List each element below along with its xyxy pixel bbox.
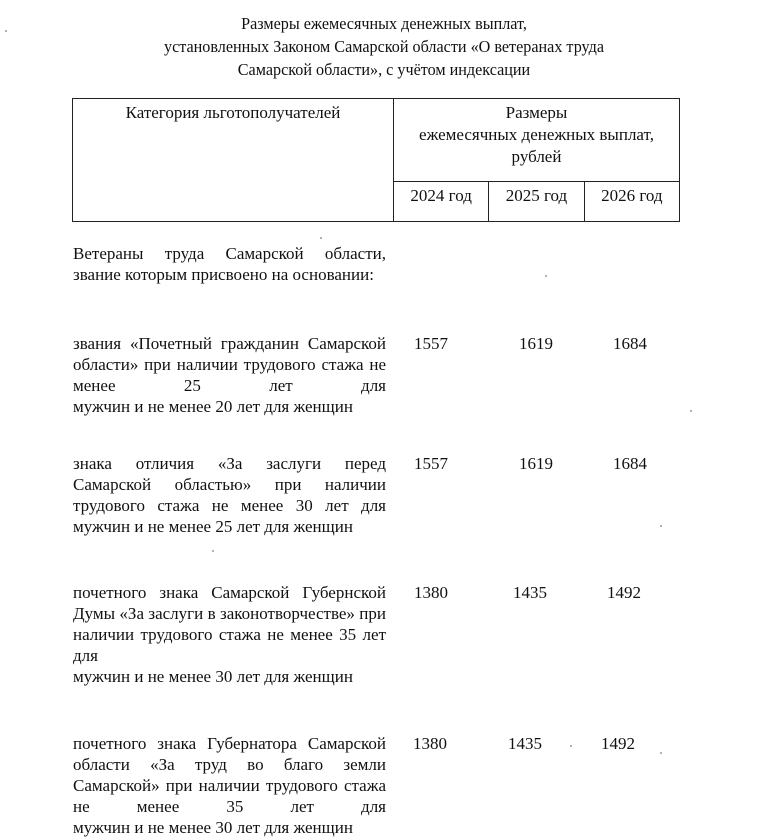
scan-speck xyxy=(690,410,692,412)
row-value-2025: 1619 xyxy=(519,454,553,473)
row-value-2026: 1492 xyxy=(601,734,635,753)
row-category-last-line: мужчин и не менее 20 лет для женщин xyxy=(73,397,353,416)
row-category-text: звания «Почетный гражданин Самарской области» при наличии трудового стажа не менее 25 лет для xyxy=(73,334,386,395)
row-category-text: знака отличия «За заслуги перед Самарской областью» при наличии трудового стажа не менее 30 лет для xyxy=(73,454,386,515)
column-header-2026: 2026 год xyxy=(601,186,663,205)
row-value-2026: 1492 xyxy=(607,583,641,602)
scan-speck xyxy=(660,525,662,527)
row-value-2024: 1380 xyxy=(413,734,447,753)
scan-speck xyxy=(320,237,322,239)
table-row-category xyxy=(73,333,386,417)
row-category-text: почетного знака Самарской Губернской Думы «За заслуги в законотворчестве» при наличии трудового стажа не менее 35 лет для xyxy=(73,583,386,665)
row-value-2026: 1684 xyxy=(613,454,647,473)
scan-speck xyxy=(545,275,547,277)
scan-speck xyxy=(570,745,572,747)
table-row-category xyxy=(73,582,386,687)
scan-speck xyxy=(5,30,7,32)
title-line-3: Самарской области», с учётом индексации xyxy=(237,60,531,79)
payment-sizes-line-2: ежемесячных денежных выплат, xyxy=(419,125,654,144)
table-row-category xyxy=(73,733,386,838)
payment-sizes-line-1: Размеры xyxy=(505,103,568,122)
row-value-2025: 1435 xyxy=(508,734,542,753)
section-intro: Ветераны труда Самарской области, звание которым присвоено на основании: xyxy=(73,244,386,284)
row-category-last-line: мужчин и не менее 30 лет для женщин xyxy=(73,818,353,837)
column-header-2025: 2025 год xyxy=(489,182,584,221)
year-header-row xyxy=(394,182,679,221)
row-category-last-line: мужчин и не менее 25 лет для женщин xyxy=(73,517,353,536)
title-line-1: Размеры ежемесячных денежных выплат, xyxy=(241,14,527,33)
title-line-2: установленных Законом Самарской области «О ветеранах труда xyxy=(164,37,604,56)
row-value-2024: 1380 xyxy=(414,583,448,602)
row-value-2025: 1619 xyxy=(519,334,553,353)
row-category-text: почетного знака Губернатора Самарской области «За труд во благо земли Самарской» при наличии трудового стажа не менее 35 лет для xyxy=(73,734,386,816)
row-category-last-line: мужчин и не менее 30 лет для женщин xyxy=(73,667,353,686)
column-header-category: Категория льготополучателей xyxy=(73,99,394,221)
row-value-2026: 1684 xyxy=(613,334,647,353)
scan-speck xyxy=(660,752,662,754)
row-value-2025: 1435 xyxy=(513,583,547,602)
table-row-category xyxy=(73,453,386,537)
table-header xyxy=(72,98,680,222)
row-value-2024: 1557 xyxy=(414,454,448,473)
payment-sizes-line-3: рублей xyxy=(511,147,562,166)
row-value-2024: 1557 xyxy=(414,334,448,353)
page-title xyxy=(0,12,768,81)
column-header-2024: 2024 год xyxy=(394,182,489,221)
column-header-payment-sizes xyxy=(394,99,679,182)
scan-speck xyxy=(212,550,214,552)
